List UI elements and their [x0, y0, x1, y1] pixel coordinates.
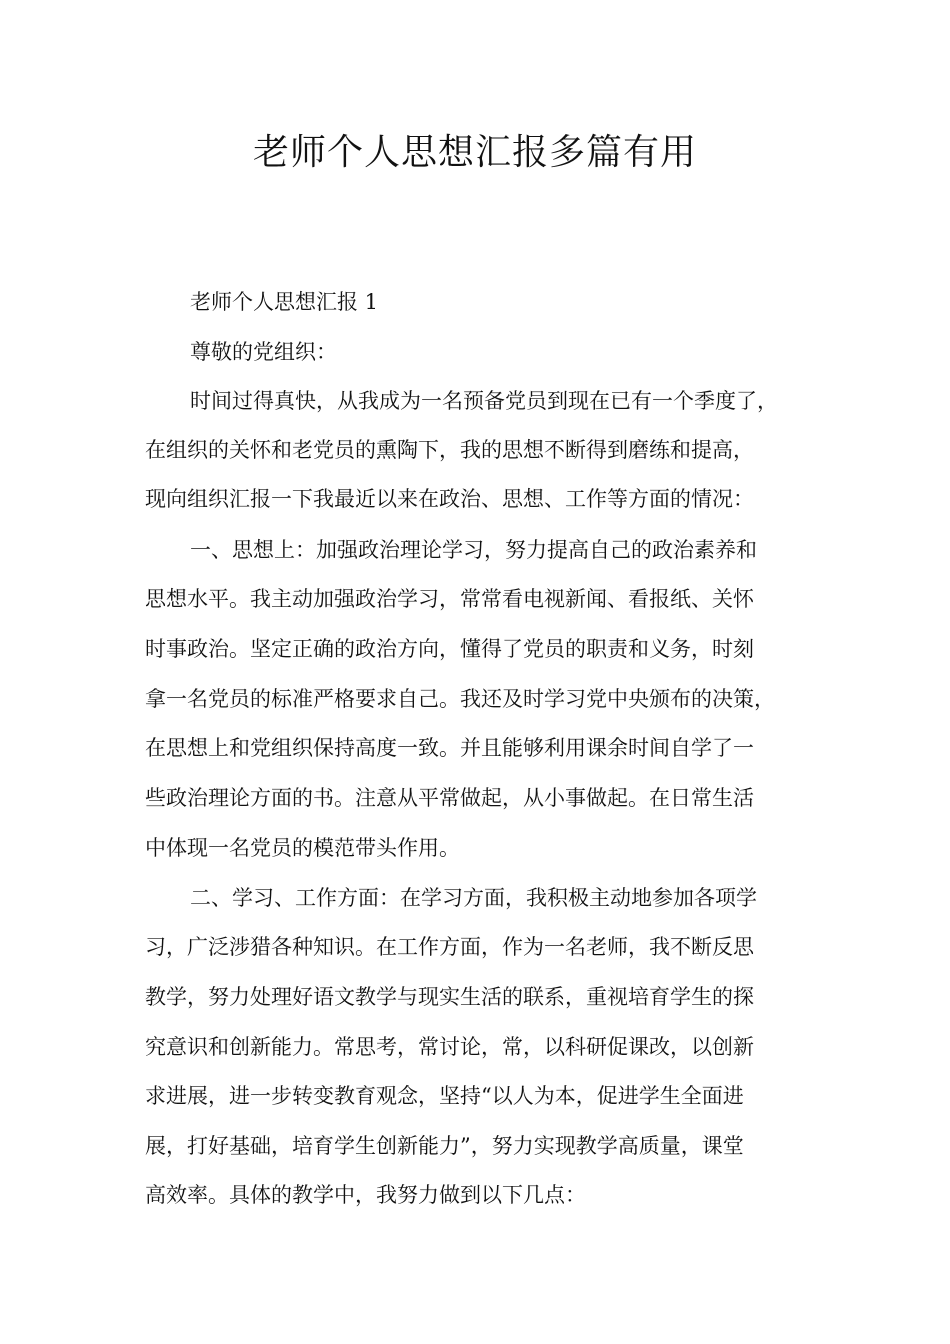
thought-paragraph-line: 时事政治。坚定正确的政治方向，懂得了党员的职责和义务，时刻: [145, 637, 754, 661]
thought-paragraph-line: 思想水平。我主动加强政治学习，常常看电视新闻、看报纸、关怀: [145, 587, 754, 611]
study-work-paragraph-line: 高效率。具体的教学中，我努力做到以下几点：: [145, 1183, 586, 1207]
study-work-paragraph-line: 展，打好基础，培育学生创新能力”，努力实现教学高质量，课堂: [145, 1134, 744, 1158]
thought-paragraph-line: 中体现一名党员的模范带头作用。: [145, 836, 460, 860]
thought-paragraph-line: 一、思想上：加强政治理论学习，努力提高自己的政治素养和: [190, 538, 757, 562]
study-work-paragraph-line: 习，广泛涉猎各种知识。在工作方面，作为一名老师，我不断反思: [145, 935, 754, 959]
thought-paragraph-line: 在思想上和党组织保持高度一致。并且能够利用课余时间自学了一: [145, 736, 754, 760]
study-work-paragraph-line: 教学，努力处理好语文教学与现实生活的联系，重视培育学生的探: [145, 985, 754, 1009]
thought-paragraph-line: 拿一名党员的标准严格要求自己。我还及时学习党中央颁布的决策，: [145, 687, 775, 711]
study-work-paragraph-line: 究意识和创新能力。常思考，常讨论，常，以科研促课改，以创新: [145, 1035, 754, 1059]
section-heading: 老师个人思想汇报 1: [190, 290, 379, 314]
intro-paragraph-line: 在组织的关怀和老党员的熏陶下，我的思想不断得到磨练和提高，: [145, 438, 754, 462]
thought-paragraph-line: 些政治理论方面的书。注意从平常做起，从小事做起。在日常生活: [145, 786, 754, 810]
intro-paragraph-line: 现向组织汇报一下我最近以来在政治、思想、工作等方面的情况：: [145, 487, 754, 511]
study-work-paragraph-line: 求进展，进一步转变教育观念，坚持“以人为本，促进学生全面进: [145, 1084, 744, 1108]
study-work-paragraph-line: 二、学习、工作方面：在学习方面，我积极主动地参加各项学: [190, 886, 757, 910]
document-title: 老师个人思想汇报多篇有用: [252, 132, 697, 173]
salutation: 尊敬的党组织：: [190, 340, 337, 364]
intro-paragraph-line: 时间过得真快，从我成为一名预备党员到现在已有一个季度了，: [190, 389, 778, 413]
